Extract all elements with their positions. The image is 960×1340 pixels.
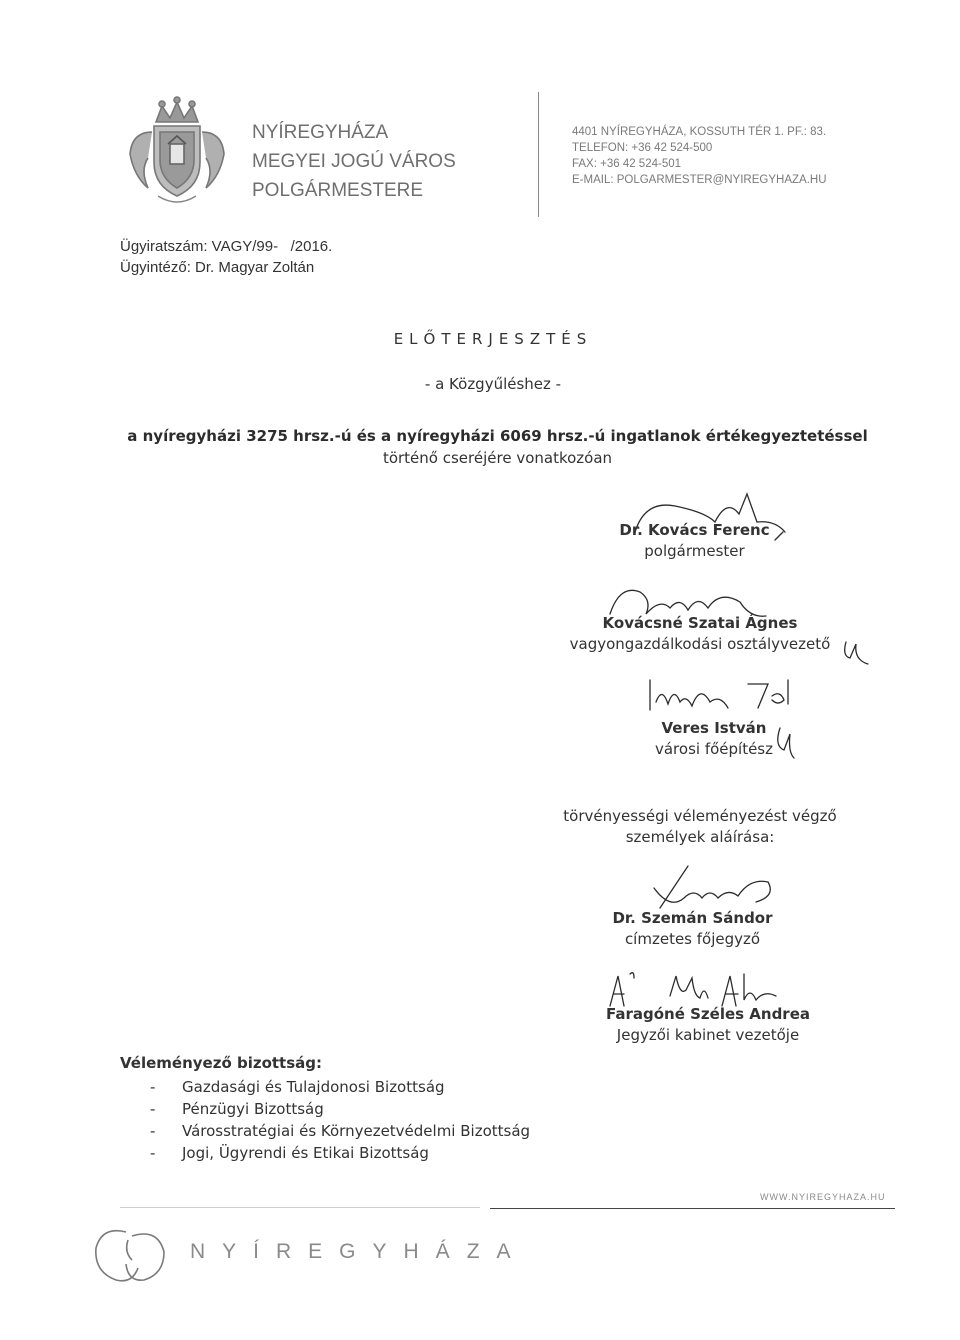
organization-name — [252, 118, 456, 205]
signer-name: Dr. Kovács Ferenc — [619, 521, 770, 539]
footer-brand-name: NYÍREGYHÁZA — [190, 1240, 528, 1263]
nyiregyhaza-brand-logo-icon — [88, 1218, 170, 1290]
document-subtitle: - a Közgyűléshez - — [424, 375, 562, 393]
list-item: - Pénzügyi Bizottság — [120, 1098, 530, 1120]
org-line-status: MEGYEI JOGÚ VÁROS — [252, 151, 456, 172]
signer-name: Kovácsné Szatai Ágnes — [602, 614, 798, 632]
footer-divider-left — [120, 1207, 480, 1208]
org-line-city: NYÍREGYHÁZA — [252, 122, 389, 143]
list-item: - Jogi, Ügyrendi és Etikai Bizottság — [120, 1142, 530, 1164]
header-divider — [538, 92, 539, 217]
list-item: - Városstratégiai és Környezetvédelmi Bizottság — [120, 1120, 530, 1142]
list-item: - Gazdasági és Tulajdonosi Bizottság — [120, 1076, 530, 1098]
subject-line-1: a nyíregyházi 3275 hrsz.-ú és a nyíregyházi 6069 hrsz.-ú ingatlanok értékegyeztetéssel — [127, 427, 868, 445]
footer-divider — [490, 1208, 895, 1209]
signature-chief-architect — [640, 672, 800, 720]
contact-email: E-MAIL: POLGARMESTER@NYIREGYHAZA.HU — [572, 174, 827, 186]
document-title: ELŐTERJESZTÉS — [393, 330, 593, 348]
signer-role: címzetes főjegyző — [624, 930, 761, 948]
contact-block — [572, 124, 827, 188]
signer-property-head — [565, 613, 835, 655]
legal-review-heading — [555, 806, 845, 848]
signer-chief-architect — [633, 718, 795, 760]
committee-list — [120, 1076, 530, 1164]
case-meta — [120, 236, 332, 278]
signer-role: városi főépítész — [654, 740, 773, 758]
signer-cabinet-head — [603, 1004, 813, 1046]
contact-fax: FAX: +36 42 524-501 — [572, 158, 682, 170]
signer-name: Dr. Szemán Sándor — [612, 909, 773, 927]
contact-address: 4401 NYÍREGYHÁZA, KOSSUTH TÉR 1. PF.: 83. — [572, 126, 827, 138]
signer-name: Veres István — [661, 719, 767, 737]
footer-website: WWW.NYIREGYHAZA.HU — [760, 1192, 886, 1202]
case-number: Ügyiratszám: VAGY/99- /2016. — [120, 238, 333, 255]
org-line-office: POLGÁRMESTERE — [252, 180, 424, 201]
signer-role: polgármester — [644, 542, 745, 560]
document-subject — [120, 425, 875, 469]
signer-role: vagyongazdálkodási osztályvezető — [569, 635, 831, 653]
subject-line-2: történő cseréjére vonatkozóan — [382, 449, 613, 467]
contact-phone: TELEFON: +36 42 524-500 — [572, 142, 713, 154]
committee-section — [120, 1052, 530, 1164]
signer-mayor — [612, 520, 777, 562]
city-coat-of-arms-icon — [118, 92, 236, 210]
signer-notary — [605, 908, 780, 950]
legal-review-heading-line-2: személyek aláírása: — [625, 828, 775, 846]
case-administrator: Ügyintéző: Dr. Magyar Zoltán — [120, 259, 315, 276]
committee-heading: Véleményező bizottság: — [120, 1054, 323, 1072]
initials-property-head — [838, 636, 878, 670]
signer-role: Jegyzői kabinet vezetője — [616, 1026, 800, 1044]
signer-name: Faragóné Széles Andrea — [605, 1005, 811, 1023]
legal-review-heading-line-1: törvényességi véleményezést végző — [563, 807, 837, 825]
